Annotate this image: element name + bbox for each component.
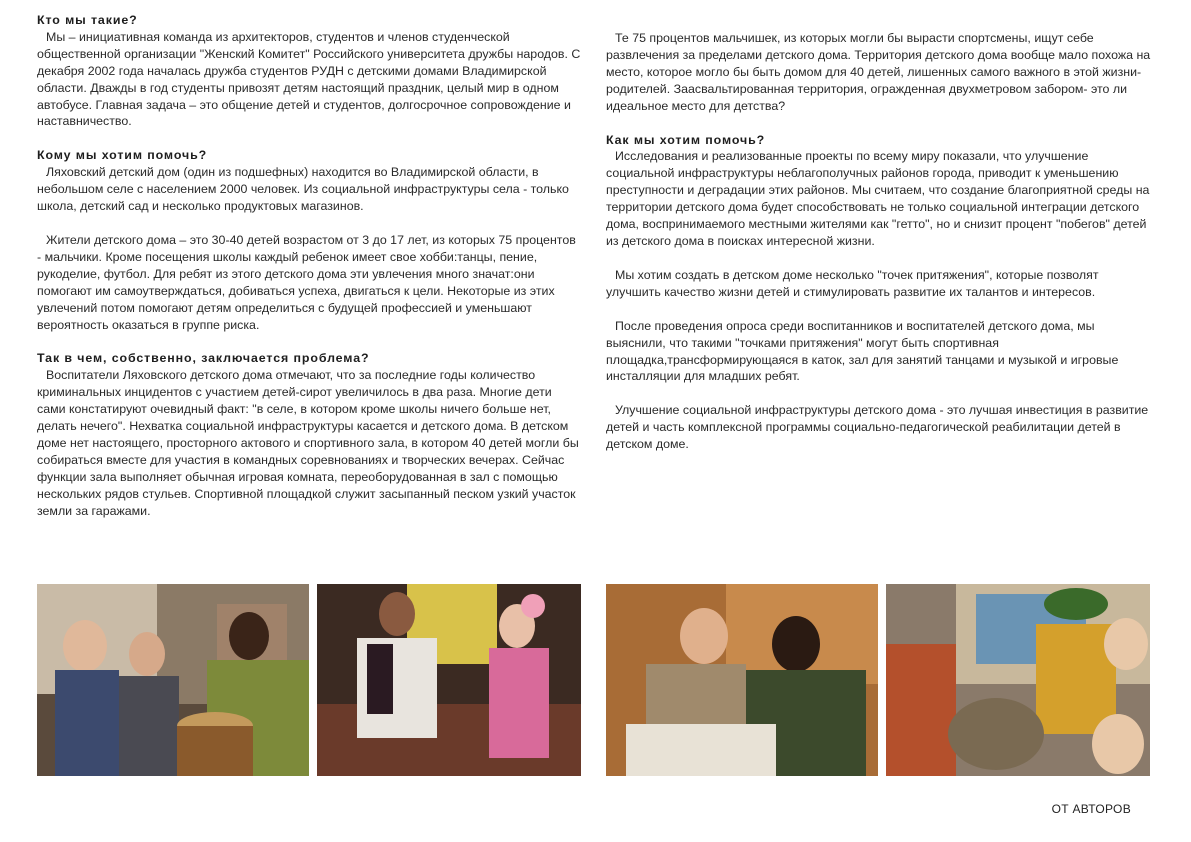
heading-who-we-are: Кто мы такие?	[37, 13, 138, 27]
paragraph-orphanage: Ляховский детский дом (один из подшефных) находится во Владимирской области, в небольшом селе с населением 2000 человек. Из социальной инфраструктуры села - только школа, детский сад и несколько продуктовых магазинов.	[37, 165, 569, 214]
photo-map	[886, 584, 1150, 776]
photo-reading	[606, 584, 878, 776]
paragraph-investment: Улучшение социальной инфраструктуры детского дома - это лучшая инвестиция в развитие детей и часть комплексной программы социально-педагогической реабилитации детей в детском доме.	[606, 403, 1149, 452]
paragraph-survey: После проведения опроса среди воспитанников и воспитателей детского дома, мы выяснили, что такими "точками притяжения" могут быть спортивная площадка,трансформирующаяся в каток, зал для занятий танцами и музыкой и игровые инсталляции для младших ребят.	[606, 318, 1119, 384]
right-column	[606, 30, 1154, 453]
photo-dance	[317, 584, 581, 776]
paragraph-problem: Воспитатели Ляховского детского дома отмечают, что за последние годы количество криминальных инцидентов с участием детей-сирот увеличилось в два раза. Многие дети сами констатируют очевидный факт: "в селе, в котором кроме школы ничего больше нет, делать нечего". Нехватка социальной инфраструктуры касается и детского дома. В детском доме нет настоящего, просторного актового и спортивного зала, в котором 40 детей могли бы собираться вместе для участия в командных соревнованиях и творческих вечерах. Сейчас функции зала выполняет обычная игровая комната, переоборудованная в зал с помощью нескольких рядов стульев. Спортивной площадкой служит засыпанный песком узкий участок земли за гаражами.	[37, 368, 579, 518]
paragraph-attraction-points: Мы хотим создать в детском доме несколько "точек притяжения", которые позволят улучшить качество жизни детей и стимулировать развитие их талантов и интересов.	[606, 267, 1099, 299]
paragraph-boys: Те 75 процентов мальчишек, из которых могли бы вырасти спортсмены, ищут себе развлечения за пределами детского дома. Территория детского дома вообще мало похожа на место, которое могло бы быть домом для 40 детей, лишенных самого важного в этой жизни- родителей. Заасвальтированная территория, огражденная двухметровом забором- это ли идеальное место для детства?	[606, 31, 1151, 113]
left-column	[37, 12, 582, 519]
paragraph-who-we-are: Мы – инициативная команда из архитекторов, студентов и членов студенческой общественной организации "Женский Комитет" Российского университета дружбы народов. С декабря 2002 года началась дружба студентов РУДН с детскими домами Владимирской области. Дважды в год студенты привозят детям настоящий праздник, целый мир в одном автобусе. Главная задача – это общение детей и студентов, долгосрочное сопровождение и наставничество.	[37, 29, 581, 129]
footer-label: ОТ АВТОРОВ	[1051, 802, 1131, 816]
heading-how-we-help: Как мы хотим помочь?	[606, 132, 766, 147]
heading-problem: Так в чем, собственно, заключается проблема?	[37, 351, 370, 366]
paragraph-research: Исследования и реализованные проекты по всему миру показали, что улучшение социальной инфраструктуры неблагополучных районов города, приводит к уменьшению преступности и деградации этих районов. Мы считаем, что создание благоприятной среды на территории детского дома будет способствовать не только социальной интеграции детского дома, воспринимаемого местными жителями как "гетто", но и снизит процент "побегов" детей из детского дома в поисках интересной жизни.	[606, 149, 1150, 248]
photo-drums	[37, 584, 309, 776]
paragraph-residents: Жители детского дома – это 30-40 детей возрастом от 3 до 17 лет, из которых 75 процентов - мальчики. Кроме посещения школы каждый ребенок имеет свое хобби:танцы, пение, рукоделие, футбол. Для ребят из этого детского дома эти увлечения много значат:они помогают им самоутверждаться, добиваться успеха, двигаться к цели. Некоторые из этих увлечений потом помогают детям определиться с будущей профессией и уменьшают вероятность оказаться в группе риска.	[37, 232, 576, 332]
heading-who-we-help: Кому мы хотим помочь?	[37, 148, 208, 163]
